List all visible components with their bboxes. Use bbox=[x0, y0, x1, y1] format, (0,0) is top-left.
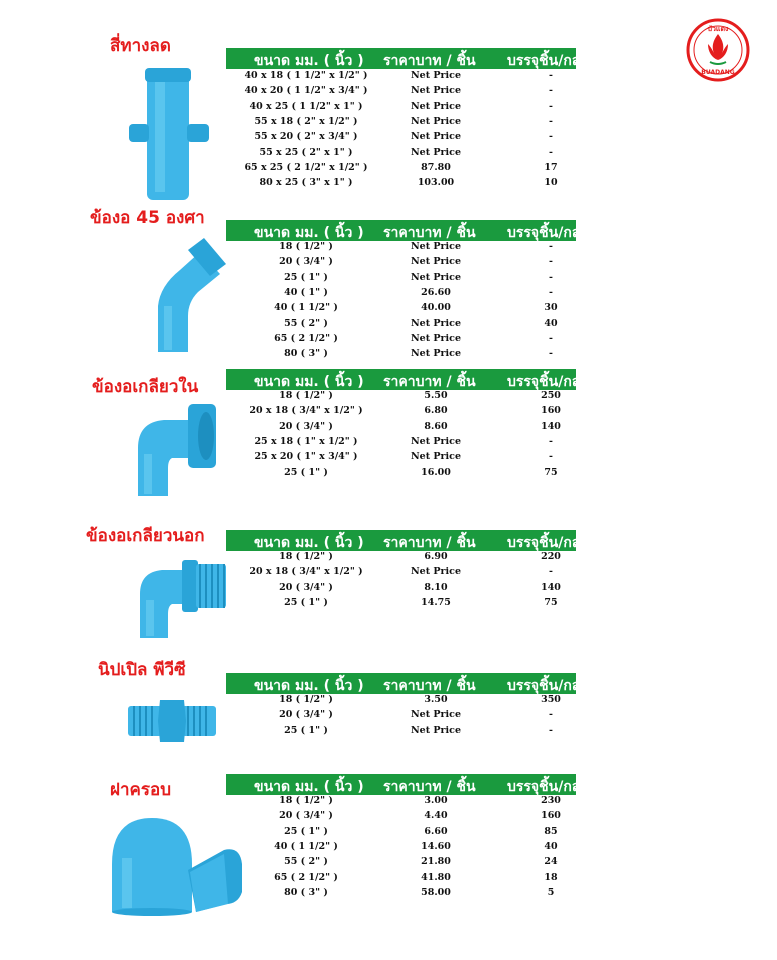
cell-size: 40 ( 1 1/2" ) bbox=[274, 302, 338, 314]
table-header bbox=[226, 530, 596, 551]
cell-size: 20 ( 3/4" ) bbox=[279, 581, 333, 593]
cell-pack: 5 bbox=[547, 886, 555, 898]
cell-price: Net Price bbox=[410, 131, 461, 143]
header-price: ราคาบาท / ชิ้น bbox=[383, 678, 476, 694]
table-row bbox=[226, 317, 576, 332]
logo-top-text: บัวแดง bbox=[707, 25, 729, 33]
cell-price: Net Price bbox=[410, 256, 461, 268]
table-row bbox=[226, 69, 576, 84]
cell-size: 25 ( 1" ) bbox=[284, 596, 328, 608]
cell-pack: 17 bbox=[544, 161, 558, 173]
cell-pack: 160 bbox=[541, 810, 561, 822]
cell-price: Net Price bbox=[410, 451, 461, 463]
cell-pack: - bbox=[549, 566, 553, 578]
cell-pack: - bbox=[549, 451, 553, 463]
table-row bbox=[226, 176, 576, 191]
cell-size: 65 ( 2 1/2" ) bbox=[274, 332, 338, 344]
table-row bbox=[226, 347, 576, 362]
cell-price: 14.75 bbox=[421, 596, 451, 608]
cell-pack: 18 bbox=[544, 871, 558, 883]
cell-price: Net Price bbox=[410, 332, 461, 344]
cell-size: 20 x 18 ( 3/4" x 1/2" ) bbox=[249, 566, 363, 578]
cell-pack: 220 bbox=[541, 551, 561, 562]
cell-size: 80 x 25 ( 3" x 1" ) bbox=[259, 177, 353, 189]
header-pack: บรรจุชิ้น/กล่อง bbox=[507, 374, 596, 390]
table-header bbox=[226, 774, 596, 795]
cell-size: 20 ( 3/4" ) bbox=[279, 810, 333, 822]
cell-price: Net Price bbox=[410, 146, 461, 158]
header-size: ขนาด มม. ( นิ้ว ) bbox=[254, 53, 364, 69]
cell-price: Net Price bbox=[410, 100, 461, 112]
cell-price: Net Price bbox=[410, 566, 461, 578]
table-row bbox=[226, 794, 576, 809]
section-title: สี่ทางลด bbox=[110, 36, 171, 56]
cell-price: Net Price bbox=[410, 724, 461, 736]
cell-size: 40 x 25 ( 1 1/2" x 1" ) bbox=[249, 100, 363, 112]
table-row bbox=[226, 286, 576, 301]
table-row bbox=[226, 255, 576, 270]
cell-pack: 160 bbox=[541, 405, 561, 417]
cell-pack: 75 bbox=[544, 596, 558, 608]
cell-pack: - bbox=[549, 332, 553, 344]
cell-pack: - bbox=[549, 131, 553, 143]
cell-price: Net Price bbox=[410, 317, 461, 329]
section-title: ฝาครอบ bbox=[110, 780, 172, 800]
cell-pack: - bbox=[549, 241, 553, 252]
cell-price: 21.80 bbox=[421, 856, 451, 868]
table-row bbox=[226, 693, 576, 708]
header-size: ขนาด มม. ( นิ้ว ) bbox=[254, 678, 364, 694]
cell-pack: - bbox=[549, 115, 553, 127]
cell-size: 18 ( 1/2" ) bbox=[279, 551, 333, 562]
table-row bbox=[226, 115, 576, 130]
cell-price: 41.80 bbox=[421, 871, 451, 883]
section-title: ข้องอเกลียวใน bbox=[92, 377, 199, 397]
cell-pack: - bbox=[549, 100, 553, 112]
cell-pack: - bbox=[549, 724, 553, 736]
table-header bbox=[226, 369, 596, 390]
cell-size: 80 ( 3" ) bbox=[284, 886, 328, 898]
cell-size: 65 x 25 ( 2 1/2" x 1/2" ) bbox=[244, 161, 368, 173]
cell-price: Net Price bbox=[410, 70, 461, 81]
table-row bbox=[226, 389, 576, 404]
cell-size: 55 x 25 ( 2" x 1" ) bbox=[259, 146, 353, 158]
cell-pack: - bbox=[549, 70, 553, 81]
cell-pack: - bbox=[549, 709, 553, 721]
cell-price: 58.00 bbox=[421, 886, 451, 898]
cell-pack: 140 bbox=[541, 581, 561, 593]
cell-pack: 24 bbox=[544, 856, 558, 868]
table-row bbox=[226, 596, 576, 611]
cell-pack: - bbox=[549, 348, 553, 360]
cell-pack: 10 bbox=[544, 177, 558, 189]
table-row bbox=[226, 161, 576, 176]
cell-size: 55 x 20 ( 2" x 3/4" ) bbox=[254, 131, 358, 143]
header-price: ราคาบาท / ชิ้น bbox=[383, 535, 476, 551]
header-size: ขนาด มม. ( นิ้ว ) bbox=[254, 374, 364, 390]
reducing-cross-image bbox=[125, 64, 215, 204]
table-row bbox=[226, 84, 576, 99]
cell-size: 25 ( 1" ) bbox=[284, 724, 328, 736]
cell-size: 25 ( 1" ) bbox=[284, 271, 328, 283]
cell-price: Net Price bbox=[410, 85, 461, 97]
cell-price: 87.80 bbox=[421, 161, 451, 173]
cell-size: 65 ( 2 1/2" ) bbox=[274, 871, 338, 883]
table-row bbox=[226, 146, 576, 161]
header-size: ขนาด มม. ( นิ้ว ) bbox=[254, 535, 364, 551]
table-row bbox=[226, 420, 576, 435]
table-header bbox=[226, 673, 596, 694]
header-size: ขนาด มม. ( นิ้ว ) bbox=[254, 779, 364, 795]
cell-size: 20 x 18 ( 3/4" x 1/2" ) bbox=[249, 405, 363, 417]
table-row bbox=[226, 550, 576, 565]
table-row bbox=[226, 724, 576, 739]
cell-price: 40.00 bbox=[421, 302, 451, 314]
table-row bbox=[226, 332, 576, 347]
table-row bbox=[226, 809, 576, 824]
cell-size: 40 ( 1 1/2" ) bbox=[274, 840, 338, 852]
cell-pack: 140 bbox=[541, 420, 561, 432]
table-row bbox=[226, 435, 576, 450]
cell-price: 103.00 bbox=[417, 177, 455, 189]
cell-price: 3.50 bbox=[424, 694, 448, 705]
cell-pack: - bbox=[549, 435, 553, 447]
cell-pack: 75 bbox=[544, 466, 558, 478]
cell-price: 16.00 bbox=[421, 466, 451, 478]
cell-size: 80 ( 3" ) bbox=[284, 348, 328, 360]
cell-size: 18 ( 1/2" ) bbox=[279, 241, 333, 252]
cell-pack: - bbox=[549, 271, 553, 283]
cell-pack: 250 bbox=[541, 390, 561, 401]
cell-pack: 40 bbox=[544, 317, 558, 329]
cell-size: 55 x 18 ( 2" x 1/2" ) bbox=[254, 115, 358, 127]
pvc-nipple-image bbox=[124, 696, 220, 746]
cell-pack: 85 bbox=[544, 825, 558, 837]
cell-size: 25 ( 1" ) bbox=[284, 825, 328, 837]
cell-size: 55 ( 2" ) bbox=[284, 856, 328, 868]
cell-pack: 350 bbox=[541, 694, 561, 705]
cell-price: 5.50 bbox=[424, 390, 448, 401]
cell-size: 25 x 18 ( 1" x 1/2" ) bbox=[254, 435, 358, 447]
cell-price: 8.10 bbox=[424, 581, 448, 593]
cell-size: 55 ( 2" ) bbox=[284, 317, 328, 329]
header-price: ราคาบาท / ชิ้น bbox=[383, 53, 476, 69]
section-title: ข้องอ 45 องศา bbox=[90, 208, 205, 228]
section-title: ข้องอเกลียวนอก bbox=[86, 526, 205, 546]
cell-size: 18 ( 1/2" ) bbox=[279, 390, 333, 401]
cell-price: Net Price bbox=[410, 435, 461, 447]
header-pack: บรรจุชิ้น/กล่อง bbox=[507, 535, 596, 551]
section-title: นิปเปิล พีวีซี bbox=[98, 660, 186, 680]
table-row bbox=[226, 404, 576, 419]
cell-price: 26.60 bbox=[421, 286, 451, 298]
table-row bbox=[226, 450, 576, 465]
cell-price: Net Price bbox=[410, 271, 461, 283]
table-row bbox=[226, 825, 576, 840]
cell-price: 3.00 bbox=[424, 795, 448, 806]
header-pack: บรรจุชิ้น/กล่อง bbox=[507, 225, 596, 241]
table-row bbox=[226, 130, 576, 145]
cell-pack: 30 bbox=[544, 302, 558, 314]
header-pack: บรรจุชิ้น/กล่อง bbox=[507, 53, 596, 69]
table-row bbox=[226, 581, 576, 596]
cell-price: Net Price bbox=[410, 348, 461, 360]
cell-pack: 40 bbox=[544, 840, 558, 852]
female-elbow-image bbox=[132, 398, 222, 498]
table-row bbox=[226, 871, 576, 886]
table-row bbox=[226, 565, 576, 580]
table-row bbox=[226, 708, 576, 723]
table-header bbox=[226, 220, 596, 241]
table-row bbox=[226, 466, 576, 481]
cell-price: Net Price bbox=[410, 709, 461, 721]
table-row bbox=[226, 240, 576, 255]
cell-size: 20 ( 3/4" ) bbox=[279, 420, 333, 432]
cell-price: Net Price bbox=[410, 241, 461, 252]
cell-price: 6.90 bbox=[424, 551, 448, 562]
cell-pack: - bbox=[549, 85, 553, 97]
header-price: ราคาบาท / ชิ้น bbox=[383, 225, 476, 241]
header-pack: บรรจุชิ้น/กล่อง bbox=[507, 678, 596, 694]
male-elbow-image bbox=[134, 550, 234, 640]
header-price: ราคาบาท / ชิ้น bbox=[383, 779, 476, 795]
table-row bbox=[226, 301, 576, 316]
cell-size: 40 ( 1" ) bbox=[284, 286, 328, 298]
cell-size: 20 ( 3/4" ) bbox=[279, 709, 333, 721]
elbow-45-image bbox=[128, 236, 228, 356]
cell-price: 4.40 bbox=[424, 810, 448, 822]
cell-price: Net Price bbox=[410, 115, 461, 127]
cell-price: 14.60 bbox=[421, 840, 451, 852]
header-price: ราคาบาท / ชิ้น bbox=[383, 374, 476, 390]
cell-size: 18 ( 1/2" ) bbox=[279, 694, 333, 705]
cell-size: 25 ( 1" ) bbox=[284, 466, 328, 478]
logo-bottom-text: BUADANG bbox=[701, 69, 735, 76]
cell-pack: - bbox=[549, 146, 553, 158]
table-row bbox=[226, 271, 576, 286]
cell-size: 40 x 18 ( 1 1/2" x 1/2" ) bbox=[244, 70, 368, 81]
header-pack: บรรจุชิ้น/กล่อง bbox=[507, 779, 596, 795]
table-row bbox=[226, 840, 576, 855]
table-row bbox=[226, 855, 576, 870]
table-row bbox=[226, 100, 576, 115]
cell-pack: - bbox=[549, 256, 553, 268]
cell-pack: - bbox=[549, 286, 553, 298]
cell-size: 18 ( 1/2" ) bbox=[279, 795, 333, 806]
cell-price: 6.80 bbox=[424, 405, 448, 417]
table-row bbox=[226, 886, 576, 901]
cell-size: 25 x 20 ( 1" x 3/4" ) bbox=[254, 451, 358, 463]
cell-price: 8.60 bbox=[424, 420, 448, 432]
cell-price: 6.60 bbox=[424, 825, 448, 837]
cell-pack: 230 bbox=[541, 795, 561, 806]
buadang-logo bbox=[686, 18, 750, 82]
table-header bbox=[226, 48, 596, 69]
cell-size: 40 x 20 ( 1 1/2" x 3/4" ) bbox=[244, 85, 368, 97]
cell-size: 20 ( 3/4" ) bbox=[279, 256, 333, 268]
header-size: ขนาด มม. ( นิ้ว ) bbox=[254, 225, 364, 241]
